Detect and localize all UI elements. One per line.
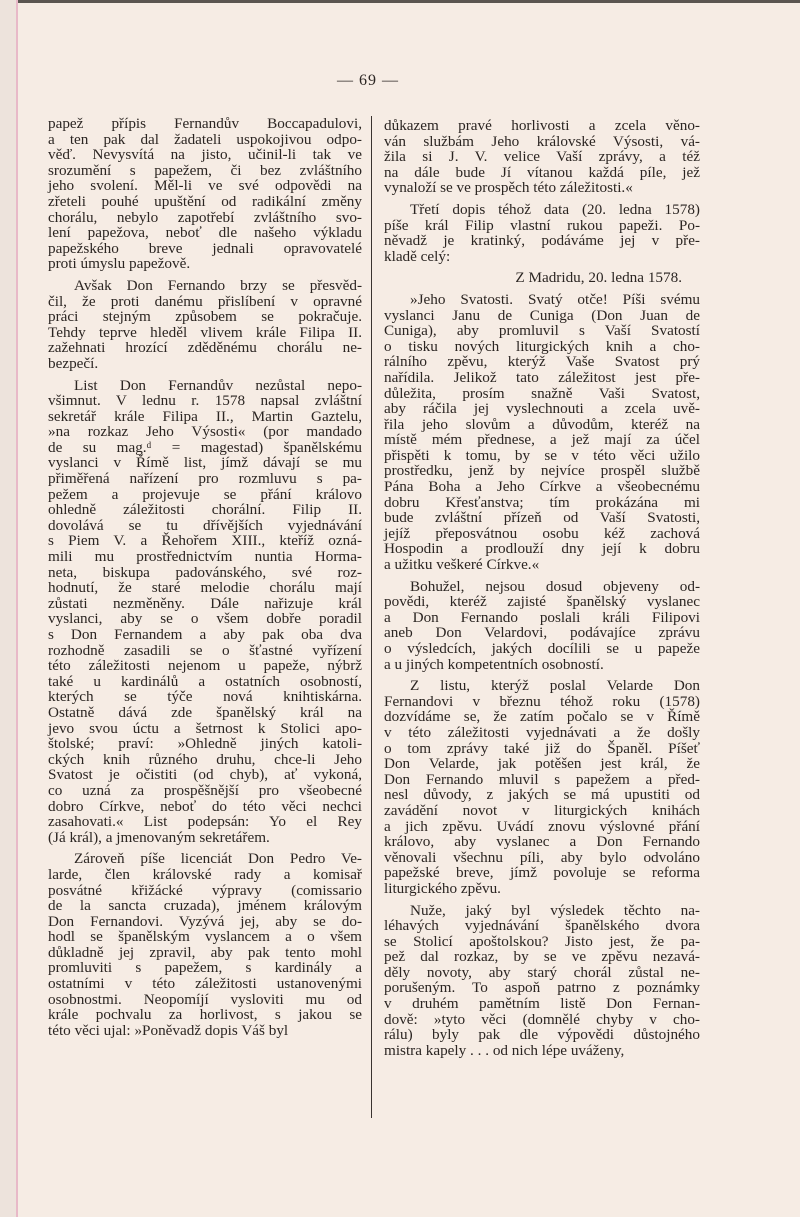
page-edge-stripe: [16, 0, 18, 1217]
text-line: papež přípis Fernandův Boccapadulovi,: [48, 115, 362, 132]
text-line: ohledně záležitosti chorální. Filip II.: [48, 501, 362, 519]
text-line: také u kardinálů a ostatních osobností,: [48, 672, 362, 690]
scan-top-border: [0, 0, 800, 3]
text-line: osobnostmi. Neopomíjí vysloviti mu od: [48, 990, 362, 1008]
text-line: něvadž je kratinký, podáváme jej v pře-: [384, 232, 700, 250]
text-line: sekretář krále Filipa II., Martin Gaztelu,: [48, 407, 362, 425]
text-line: vyslanci v Římě list, jímž dávají se mu: [48, 454, 362, 472]
text-line: a u jiných kompetentních osobností.: [384, 655, 604, 673]
text-line: porušeným. To aspoň patrno z poznámky: [384, 979, 700, 997]
text-line: papežské breve, jímž povoluje se reforma: [384, 864, 700, 882]
page-binding-edge: [0, 0, 16, 1217]
text-line: srozumění s papežem, či bez zvláštního: [48, 161, 362, 179]
text-line: Don Velarde, jak potěšen jest král, že: [384, 755, 700, 773]
text-line: Bohužel, nejsou dosud objeveny od-: [410, 577, 700, 595]
text-line: dově: »tyto věci (domnělé chyby v cho-: [384, 1010, 700, 1028]
text-line: neta, biskupa padovánského, své roz-: [48, 563, 362, 581]
text-line: larde, člen královské rady a komisař: [48, 865, 362, 883]
text-line: Z Madridu, 20. ledna 1578.: [515, 269, 682, 287]
text-line: liturgického zpěvu.: [384, 879, 501, 897]
text-line: krále pochvalu za horlivost, s jakou se: [48, 1006, 362, 1024]
text-line: Svatost je očistiti (od chyb), ať vykoná,: [48, 766, 362, 784]
text-line: Tehdy teprve hleděl vlivem krále Filipa II.: [48, 323, 362, 341]
text-line: Avšak Don Fernando brzy se přesvěd-: [74, 276, 362, 294]
text-line: čil, že proti danému přislíbení v opravné: [48, 292, 362, 310]
text-line: důkazem pravé horlivosti a zcela věno-: [384, 117, 700, 134]
text-line: prostředku, jenž by nejvíce prospěl službě: [384, 462, 700, 480]
text-line: důkladně jej zpravil, aby pak tento mohl: [48, 943, 362, 961]
text-line: zasahovati.« List podepsán: Yo el Rey: [48, 813, 362, 831]
text-line: aby ráčila jej vyslechnouti a zcela uvě-: [384, 400, 700, 418]
text-line: co uzná za prospěšnější pro všeobecné: [48, 781, 362, 799]
paragraph: [48, 378, 362, 846]
text-line: jevo svou úctu a šetrnost k Stolici apo-: [48, 719, 362, 737]
paragraph: [384, 202, 700, 264]
text-line: povědi, kteréž zajisté španělský vyslanec: [384, 593, 700, 611]
text-line: aneb Don Velardovi, podávajíce zprávu: [384, 624, 700, 642]
text-line: Hospodin a prodlouží dny její k dobru: [384, 540, 700, 558]
text-line: dobro Církve, neboť do této věci nechci: [48, 797, 362, 815]
paragraph: [48, 851, 362, 1038]
text-line: de la sancta cruzada), jménem královým: [48, 897, 362, 915]
text-line: Zároveň píše licenciát Don Pedro Ve-: [74, 850, 362, 868]
text-line: List Don Fernandův nezůstal nepo-: [74, 376, 362, 394]
text-line: o tom zprávy také již do Španěl. Píšeť: [384, 739, 700, 757]
column-divider: [371, 116, 372, 1118]
text-line: zůstati nezměněny. Dále nařizuje král: [48, 594, 362, 612]
text-line: de su mag.ᵈ = magestad) španělskému: [48, 438, 362, 456]
paragraph: [384, 579, 700, 673]
text-line: jeho svolení. Měl-li ve své odpovědi na: [48, 177, 362, 195]
text-line: královo, aby vyslanec a Don Fernando: [384, 833, 700, 851]
text-line: práci stejným způsobem se pokračuje.: [48, 308, 362, 326]
page-number: — 69 —: [337, 72, 399, 89]
paragraph: [384, 270, 700, 286]
text-line: věď. Nevysvítá na jisto, učinil-li tak ve: [48, 146, 362, 164]
text-line: a jich zpěvu. Uvádí znovu výslovné přání: [384, 817, 700, 835]
text-line: Don Fernandovi. Vyzývá jej, aby se do-: [48, 912, 362, 930]
text-line: zavádění novot v liturgických knihách: [384, 801, 700, 819]
text-line: zažehnati hrozící zděděnému chorálu ne-: [48, 339, 362, 357]
left-text-column: [48, 116, 362, 1038]
text-line: štolské; praví: »Ohledně jiných katoli-: [48, 735, 362, 753]
text-line: dozvídáme se, že zatím počalo se v Římě: [384, 708, 700, 726]
text-line: papežského breve jednali opravovatelé: [48, 239, 362, 257]
text-line: Cuniga), aby promluvil s Vaší Svatostí: [384, 322, 700, 340]
text-line: této záležitosti nejenom u papeže, nýbrž: [48, 657, 362, 675]
text-line: mili mu prostřednictvím nuntia Horma-: [48, 548, 362, 566]
text-line: Don Fernando mluvil s papežem a před-: [384, 770, 700, 788]
text-line: Nuže, jaký byl výsledek těchto na-: [410, 901, 700, 919]
text-line: hodnutí, že staré melodie chorálu mají: [48, 579, 362, 597]
text-line: hodl se španělským vyslancem a o všem: [48, 928, 362, 946]
paragraph: [384, 678, 700, 896]
paragraph: [384, 292, 700, 573]
text-line: dovolává se tu dřívějších vyjednávání: [48, 516, 362, 534]
text-line: s Don Fernandem a aby pak oba dva: [48, 626, 362, 643]
text-line: ckých knih různého druhu, chce-li Jeho: [48, 750, 362, 768]
text-line: bude zvláštní přízeň od Vaší Svatosti,: [384, 509, 700, 527]
text-line: nesl důvody, z jakých se má upustiti od: [384, 786, 700, 804]
text-line: »Jeho Svatosti. Svatý otče! Píši svému: [410, 290, 700, 308]
text-line: vyslanci Janu de Cuniga (Don Juan de: [384, 306, 700, 324]
text-line: bezpečí.: [48, 354, 99, 372]
text-line: a ten pak dal žadateli uspokojivou odpo-: [48, 130, 362, 148]
text-line: a Don Fernando poslali králi Filipovi: [384, 608, 700, 626]
text-line: mistra kapely . . . od nich lépe uváženy,: [384, 1041, 625, 1059]
text-line: kterých se týče nová knihtiskárna.: [48, 688, 362, 706]
text-line: rálu) byly pak dle výpovědi důstojného: [384, 1026, 700, 1044]
right-text-column: [384, 118, 700, 1058]
text-line: vynaloží se ve prospěch této záležitosti.«: [384, 179, 633, 197]
text-line: lení papežova, neboť dle našeho výkladu: [48, 224, 362, 242]
text-line: na dále bude Jí vítanou každá píle, jež: [384, 163, 700, 181]
paragraph: [384, 903, 700, 1059]
text-line: ostatními v této záležitosti ustanovenými: [48, 975, 362, 993]
paragraph: [384, 118, 700, 196]
text-line: (Já král), a jmenovaným sekretářem.: [48, 828, 270, 846]
text-line: v druhém pamětním listě Don Fernan-: [384, 995, 700, 1013]
text-line: děly novoty, aby starý chorál zůstal ne-: [384, 963, 700, 981]
text-line: se Stolicí apoštolskou? Jisto jest, že pa-: [384, 932, 700, 950]
text-line: této věci ujal: »Poněvadž dopis Váš byl: [48, 1021, 289, 1039]
text-line: dobru Křesťanstva; tím prokázána mi: [384, 493, 700, 511]
text-line: »na rozkaz Jeho Výsosti« (por mandado: [48, 423, 362, 441]
text-line: Pána Boha a Jeho Církve a všeobecnému: [384, 478, 700, 496]
text-line: přispěti k tomu, by se v této věci užilo: [384, 446, 700, 464]
text-line: vyslanci, aby se o všem dobře poradil: [48, 610, 362, 628]
text-line: chorálu, nebylo zapotřebí zvláštního svo-: [48, 208, 362, 226]
text-line: jejíž přeposvátnou osobu kéž zachová: [384, 524, 700, 542]
text-line: Z listu, kterýž poslal Velarde Don: [410, 677, 700, 695]
text-line: promluviti s papežem, s kardinály a: [48, 959, 362, 977]
paragraph: [48, 116, 362, 272]
text-line: kladě celý:: [384, 247, 451, 265]
text-line: věnovali všechnu píli, aby bylo odvoláno: [384, 848, 700, 866]
text-line: místě mém přednese, a jež mají za účel: [384, 431, 700, 449]
text-line: léhavých vyjednávání španělského dvora: [384, 917, 700, 935]
text-line: pežem a projevuje se přání královo: [48, 485, 362, 503]
text-line: žila si J. V. velice Vaší zprávy, a též: [384, 148, 700, 166]
text-line: rálního zpěvu, kterýž Vaše Svatost prý: [384, 353, 700, 371]
text-line: přiměřená nařízení pro rozmluvu s pa-: [48, 470, 362, 488]
text-line: a užitku veškeré Církve.«: [384, 556, 540, 574]
text-line: nařídila. Jelikož tato záležitost jest pře-: [384, 368, 700, 386]
text-line: důležita, prosím snažně Vaši Svatost,: [384, 384, 700, 402]
text-line: Ostatně dává zde španělský král na: [48, 703, 362, 721]
text-line: pež dal rozkaz, by se ve zpěvu nezavá-: [384, 948, 700, 966]
text-line: v této záležitosti vyjednávati a že došly: [384, 723, 700, 741]
text-line: zřeteli pouhé upuštění od radikální změny: [48, 192, 362, 210]
text-line: Fernandovi v březnu téhož roku (1578): [384, 692, 700, 710]
paragraph: [48, 278, 362, 372]
text-line: o tisku nových liturgických knih a cho-: [384, 337, 700, 355]
text-line: o výsledcích, jakých docílili se u papeže: [384, 640, 700, 657]
text-line: řila jeho slovům a důvodům, kteréž na: [384, 415, 700, 433]
text-line: ván službám Jeho královské Výsosti, vá-: [384, 132, 700, 150]
text-line: Třetí dopis téhož data (20. ledna 1578): [410, 200, 700, 218]
text-line: všimnut. V lednu r. 1578 napsal zvláštní: [48, 392, 362, 410]
text-line: píše král Filip vlastní rukou papeži. Po-: [384, 216, 700, 234]
text-line: posvátné křižácké výpravy (comissario: [48, 881, 362, 899]
text-line: rozhodně zasadili se o šťastné vyřízení: [48, 641, 362, 659]
text-line: s Piem V. a Řehořem XIII., kteříž ozná-: [48, 532, 362, 550]
text-line: proti úmyslu papežově.: [48, 255, 191, 273]
